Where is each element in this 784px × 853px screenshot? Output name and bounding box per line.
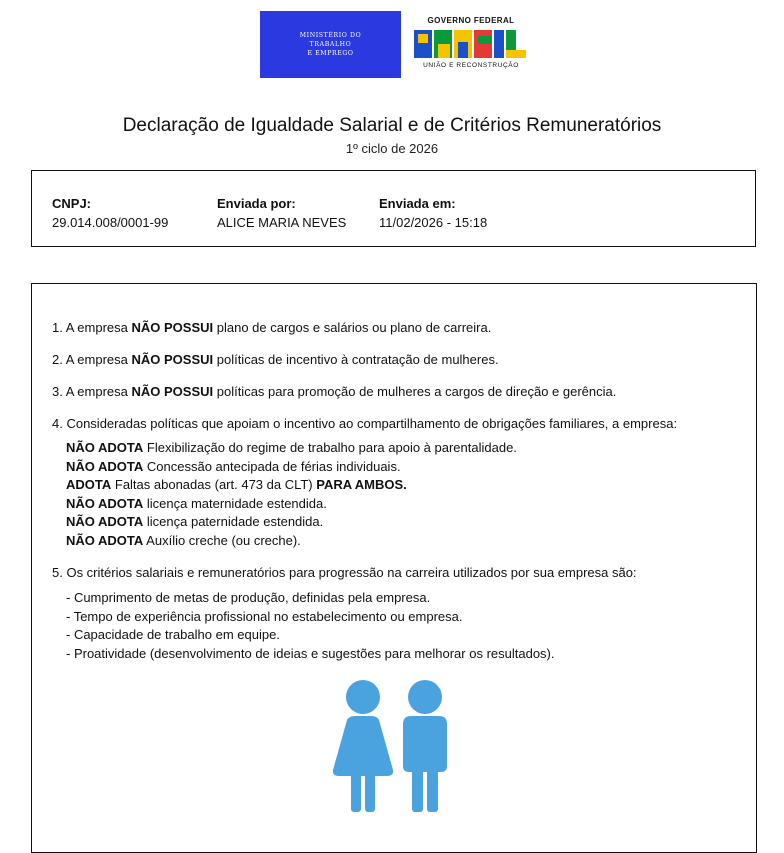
item-text: 3. A empresa: [52, 384, 132, 399]
gov-logo-top-text: GOVERNO FEDERAL: [427, 16, 515, 25]
item-2: [52, 351, 499, 369]
policy-item: [66, 532, 517, 551]
item-status: NÃO POSSUI: [131, 352, 214, 367]
criteria-item: - Tempo de experiência profissional no estabelecimento ou empresa.: [66, 608, 463, 624]
criteria-list: [66, 589, 554, 663]
policy-suffix: PARA AMBOS.: [316, 477, 407, 492]
policy-text: licença paternidade estendida.: [143, 514, 324, 529]
item-text: 2. A empresa: [52, 352, 132, 367]
policy-item: [66, 513, 517, 532]
criteria-item: - Cumprimento de metas de produção, definidas pela empresa.: [66, 590, 431, 605]
policy-status: NÃO ADOTA: [66, 514, 144, 529]
policy-status: NÃO ADOTA: [66, 440, 144, 455]
policy-text: Flexibilização do regime de trabalho para apoio à parentalidade.: [143, 440, 517, 455]
policy-text: Faltas abonadas (art. 473 da CLT): [111, 477, 317, 492]
cnpj-label: CNPJ:: [52, 196, 92, 211]
policy-status: ADOTA: [66, 477, 112, 492]
policy-status: NÃO ADOTA: [66, 458, 144, 474]
item-3: [52, 383, 616, 401]
sent-by-field: [217, 194, 346, 232]
item-status: NÃO POSSUI: [131, 320, 214, 335]
policy-item: [66, 439, 517, 458]
ministry-logo-line: E EMPREGO: [307, 50, 354, 57]
sent-on-label: Enviada em:: [379, 196, 456, 211]
brasil-logo-mark: [414, 28, 528, 60]
gov-federal-logo: [412, 14, 530, 74]
gov-logo-bottom-text: UNIÃO E RECONSTRUÇÃO: [423, 62, 519, 69]
policy-item: [66, 458, 517, 477]
item-4: 4. Consideradas políticas que apoiam o incentivo ao compartilhamento de obrigações familiares, a empresa:: [52, 416, 678, 431]
policy-list: [66, 439, 517, 550]
policy-status: NÃO ADOTA: [66, 532, 144, 548]
item-text: políticas para promoção de mulheres a cargos de direção e gerência.: [213, 384, 617, 399]
ministry-logo-line: TRABALHO: [309, 41, 352, 48]
cnpj-value: 29.014.008/0001-99: [52, 215, 169, 230]
page-subtitle: 1º ciclo de 2026: [345, 141, 439, 156]
item-text: 1. A empresa: [52, 320, 132, 335]
submission-info-box: [31, 170, 756, 247]
item-status: NÃO POSSUI: [131, 384, 214, 399]
ministry-logo-line: MINISTÉRIO DO: [299, 32, 362, 39]
policy-status: NÃO ADOTA: [66, 495, 144, 511]
item-text: plano de cargos e salários ou plano de carreira.: [213, 320, 492, 335]
page-title: Declaração de Igualdade Salarial e de Critérios Remuneratórios: [122, 115, 662, 136]
policy-item: [66, 476, 517, 495]
criteria-item: - Proatividade (desenvolvimento de ideias e sugestões para melhorar os resultados).: [66, 645, 555, 661]
policy-item: [66, 495, 517, 514]
policy-text: licença maternidade estendida.: [143, 495, 327, 511]
sent-on-field: [379, 194, 487, 232]
policy-text: Concessão antecipada de férias individuais.: [143, 458, 401, 474]
gender-equality-icon: [329, 680, 459, 820]
item-text: políticas de incentivo à contratação de mulheres.: [213, 352, 499, 367]
sent-on-value: 11/02/2026 - 15:18: [379, 215, 488, 230]
ministry-logo: [260, 11, 401, 78]
cnpj-field: [52, 194, 168, 232]
criteria-item: - Capacidade de trabalho em equipe.: [66, 627, 280, 642]
sent-by-label: Enviada por:: [217, 196, 296, 211]
declaration-content-box: [31, 283, 757, 853]
policy-text: Auxílio creche (ou creche).: [143, 532, 301, 548]
item-1: [52, 319, 491, 337]
item-5: 5. Os critérios salariais e remuneratórios para progressão na carreira utilizados por sua empresa são:: [52, 565, 637, 580]
sent-by-value: ALICE MARIA NEVES: [217, 215, 347, 230]
